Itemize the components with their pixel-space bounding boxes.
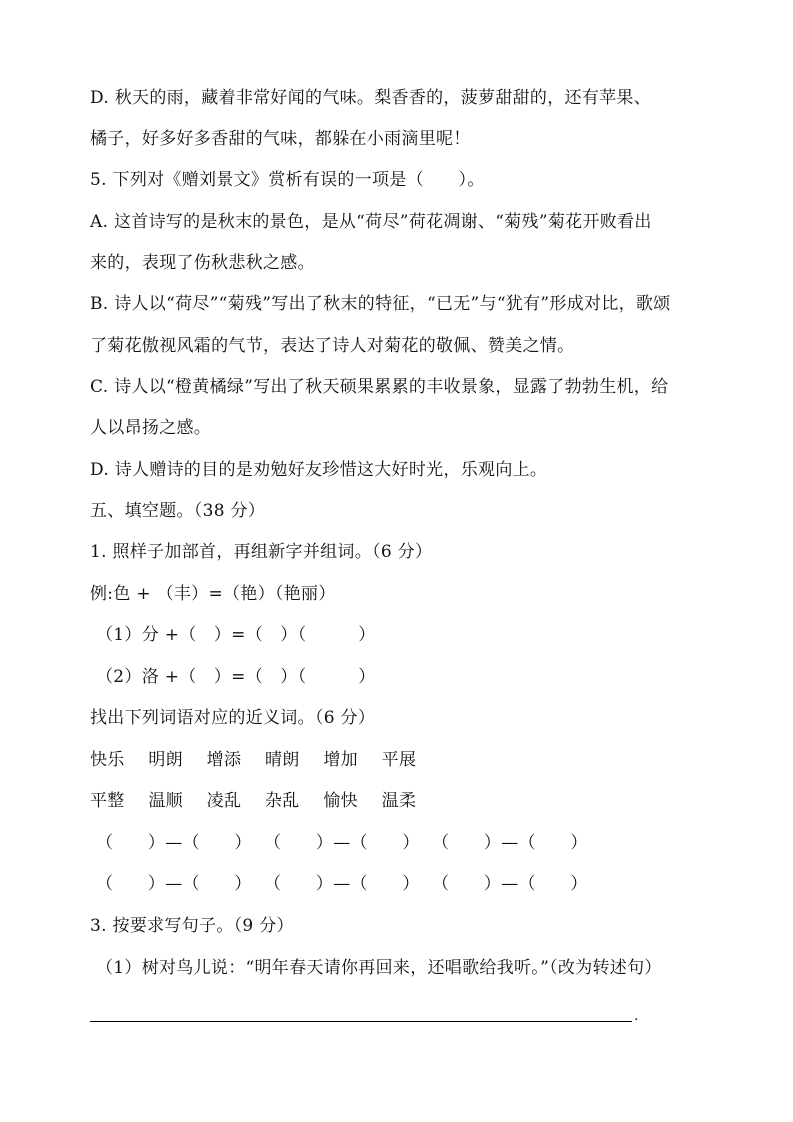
q4-option-d-line2: 橘子，好多好多香甜的气味，都躲在小雨滴里呢！ [90, 129, 471, 149]
q5-option-c-line1: C. 诗人以“橙黄橘绿”写出了秋天硕果累累的丰收景象，显露了勃勃生机，给 [90, 377, 669, 397]
q5-option-a-line1: A. 这首诗写的是秋末的景色，是从“荷尽”荷花凋谢、“菊残”菊花开败看出 [90, 212, 652, 232]
word: 增加 [323, 750, 358, 770]
word: 温顺 [148, 791, 183, 811]
word: 愉快 [323, 791, 358, 811]
word: 增添 [206, 750, 242, 770]
q5-stem: 5. 下列对《赠刘景文》赏析有误的一项是（ ）。 [90, 170, 485, 190]
q1-item-1: （1）分 +（ ）=（ ）（ ） [96, 625, 376, 645]
synonym-pair-blank[interactable]: （ ）—（ ） [432, 833, 588, 853]
word: 温柔 [381, 791, 417, 811]
word: 平展 [381, 750, 417, 770]
q3-stem: 3. 按要求写句子。（9 分） [90, 916, 294, 936]
word: 晴朗 [264, 750, 300, 770]
answer-blank-line[interactable] [90, 1021, 632, 1022]
word-row-1 [90, 748, 434, 772]
synonym-pair-blank[interactable]: （ ）—（ ） [264, 833, 420, 853]
q5-option-d: D. 诗人赠诗的目的是劝勉好友珍惜这大好时光，乐观向上。 [90, 460, 548, 480]
q5-option-a-line2: 来的，表现了伤秋悲秋之感。 [90, 253, 315, 273]
synonym-pairs-row-2 [96, 872, 600, 896]
word: 杂乱 [264, 791, 300, 811]
word: 平整 [90, 791, 125, 811]
synonym-pair-blank[interactable]: （ ）—（ ） [432, 874, 588, 894]
word: 快乐 [90, 750, 125, 770]
word: 明朗 [148, 750, 183, 770]
word: 凌乱 [206, 791, 242, 811]
q5-option-c-line2: 人以昂扬之感。 [90, 418, 212, 438]
q1-example: 例:色 + （丰）=（艳）（艳丽） [90, 584, 336, 604]
section-5-title: 五、填空题。（38 分） [90, 501, 266, 521]
q1-item-2: （2）洛 +（ ）=（ ）（ ） [96, 667, 376, 687]
synonym-pairs-row-1 [96, 831, 600, 855]
q5-option-b-line2: 了菊花傲视风霜的气节，表达了诗人对菊花的敬佩、赞美之情。 [90, 336, 575, 356]
q3-item-1: （1）树对鸟儿说：“明年春天请你再回来，还唱歌给我听。”（改为转述句） [96, 958, 662, 978]
q5-option-b-line1: B. 诗人以“荷尽”“菊残”写出了秋末的特征，“已无”与“犹有”形成对比，歌颂 [90, 294, 671, 314]
q4-option-d-line1: D. 秋天的雨，藏着非常好闻的气味。梨香香的，菠萝甜甜的，还有苹果、 [90, 88, 652, 108]
answer-end-period: . [634, 1008, 639, 1024]
word-row-2 [90, 789, 434, 813]
q2-stem: 找出下列词语对应的近义词。（6 分） [90, 708, 376, 728]
synonym-pair-blank[interactable]: （ ）—（ ） [264, 874, 420, 894]
synonym-pair-blank[interactable]: （ ）—（ ） [96, 874, 252, 894]
q1-stem: 1. 照样子加部首，再组新字并组词。（6 分） [90, 542, 433, 562]
synonym-pair-blank[interactable]: （ ）—（ ） [96, 833, 252, 853]
